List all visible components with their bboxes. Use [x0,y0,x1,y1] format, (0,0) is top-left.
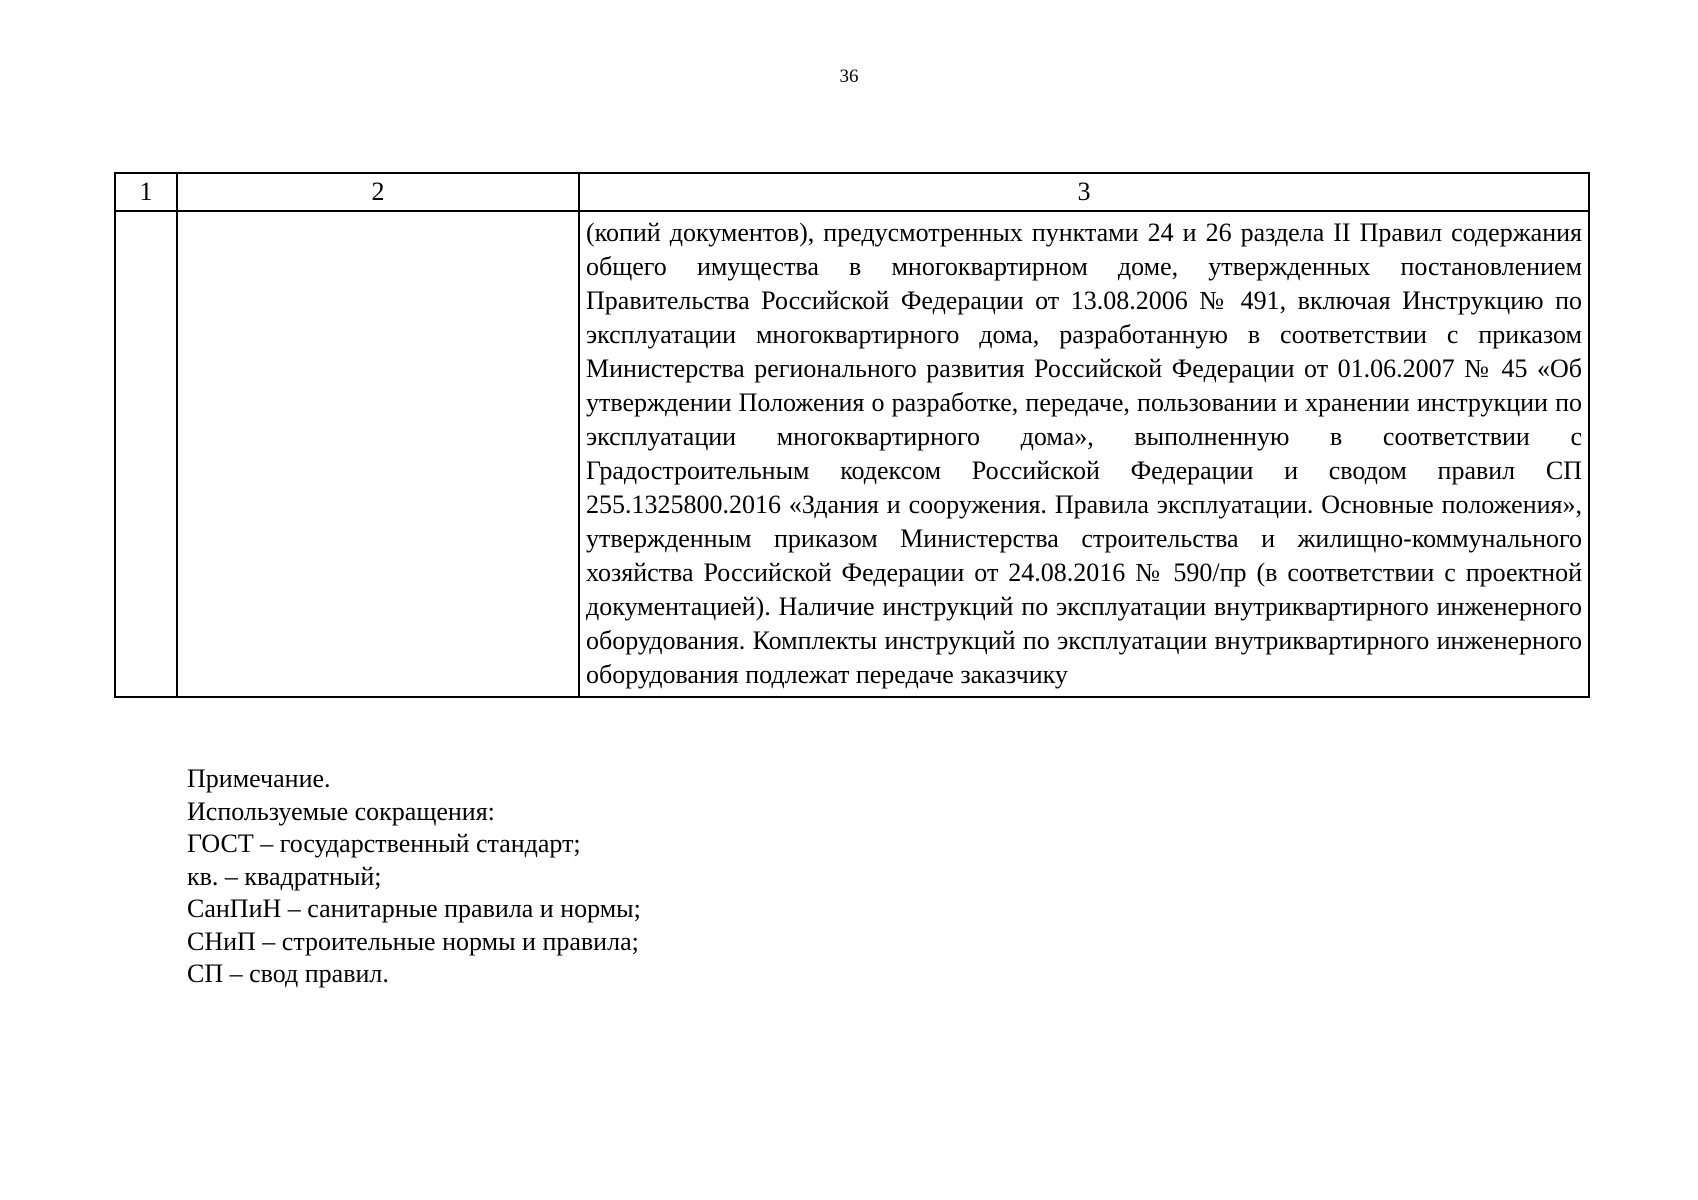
table-cell-text: (копий документов), предусмотренных пунктами 24 и 26 раздела II Правил содержания общего имущества в многоквартирном доме, утвержденных постановлением Правительства Российской Федерации от 13.08.2006 № 491, включая Инструкцию по эксплуатации многоквартирного дома, разработанную в соответствии с приказом Министерства регионального развития Российской Федерации от 01.06.2007 № 45 «Об утверждении Положения о разработке, передаче, пользовании и хранении инструкции по эксплуатации многоквартирного дома», выполненную в соответствии с Градостроительным кодексом Российской Федерации и сводом правил СП 255.1325800.2016 «Здания и сооружения. Правила эксплуатации. Основные положения», утвержденным приказом Министерства строительства и жилищно-коммунального хозяйства Российской Федерации от 24.08.2016 № 590/пр (в соответствии с проектной документацией). Наличие инструкций по эксплуатации внутриквартирного инженерного оборудования. Комплекты инструкций по эксплуатации внутриквартирного инженерного оборудования подлежат передаче заказчику [586,218,1582,689]
table-cell-col1 [115,211,177,697]
notes-section [187,763,641,991]
notes-title: Примечание. [187,764,331,793]
requirements-table [114,172,1590,698]
table-header-row [115,173,1589,211]
table-row [115,211,1589,697]
abbreviation-item: кв. – квадратный; [187,861,382,891]
abbreviation-item: СП – свод правил. [187,959,389,988]
abbreviation-item: ГОСТ – государственный стандарт; [187,829,581,858]
abbreviation-item: СНиП – строительные нормы и правила; [187,926,639,956]
column-header-2: 2 [177,173,579,211]
table-cell-col2 [177,211,579,697]
column-header-1: 1 [115,173,177,211]
column-header-3: 3 [579,173,1589,211]
page-number: 36 [839,66,859,87]
table-cell-col3 [579,211,1589,697]
abbreviation-item: СанПиН – санитарные правила и нормы; [187,894,641,923]
notes-subtitle: Используемые сокращения: [187,796,495,826]
